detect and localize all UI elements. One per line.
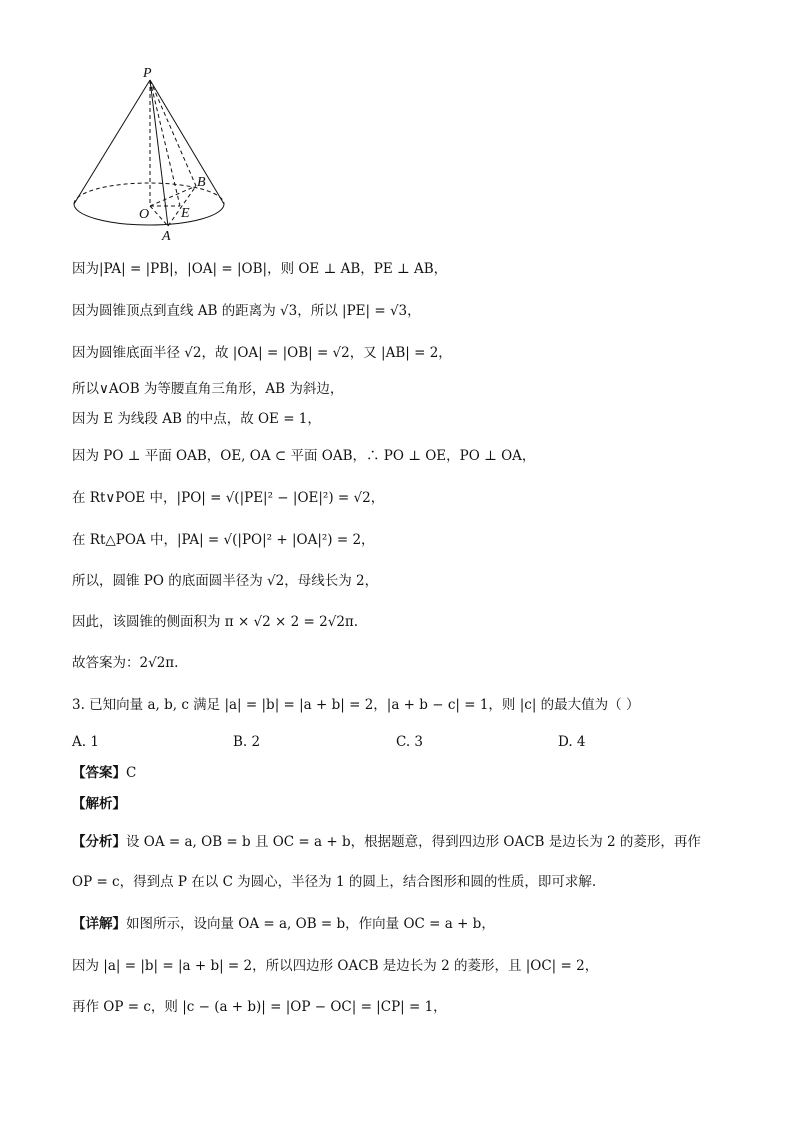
label-A: A — [162, 229, 171, 242]
answer-row — [72, 763, 136, 783]
segment-OA — [150, 206, 168, 226]
option-c: C. 3 — [396, 734, 424, 750]
text-line-8: 在 Rt△POA 中，|PA| = √(|PO|² + |OA|²) = 2， — [72, 532, 375, 548]
question-3: 3. 已知向量 a, b, c 满足 |a| = |b| = |a + b| = 2，|a + b − c| = 1，则 |c| 的最大值为（ ） — [72, 697, 640, 713]
option-b: B. 2 — [233, 734, 261, 750]
text-line-1: 因为|PA| = |PB|，|OA| = |OB|，则 OE ⊥ AB，PE ⊥ AB， — [72, 261, 448, 277]
text-line-10: 因此，该圆锥的侧面积为 π × √2 × 2 = 2√2π. — [72, 614, 359, 630]
label-O: O — [139, 207, 150, 222]
text-line-7: 在 Rt∨POE 中，|PO| = √(|PE|² − |OE|²) = √2， — [72, 490, 385, 506]
text-line-11: 故答案为：2√2π. — [72, 655, 179, 671]
xiangjie-line-3: 再作 OP = c，则 |c − (a + b)| = |OP − OC| = |CP| = 1， — [72, 999, 447, 1015]
answer-value: C — [126, 765, 137, 781]
cone-figure — [60, 62, 240, 242]
text-line-5: 因为 E 为线段 AB 的中点，故 OE = 1， — [72, 411, 321, 427]
xiangjie-label: 【详解】 — [72, 916, 126, 932]
analysis-heading: 【解析】 — [72, 796, 126, 812]
label-B: B — [197, 175, 206, 190]
text-line-6: 因为 PO ⊥ 平面 OAB，OE, OA ⊂ 平面 OAB，∴ PO ⊥ OE，PO ⊥ OA， — [72, 448, 536, 464]
option-a: A. 1 — [72, 734, 99, 750]
xiangjie-text-1: 如图所示，设向量 OA = a, OB = b，作向量 OC = a + b， — [126, 916, 495, 932]
label-P: P — [143, 66, 152, 81]
segment-PE — [150, 80, 180, 206]
fenxi-line-1 — [72, 832, 701, 852]
text-line-4: 所以∨AOB 为等腰直角三角形，AB 为斜边， — [72, 381, 344, 397]
answer-label: 【答案】 — [72, 765, 126, 781]
fenxi-line-2: OP = c，得到点 P 在以 C 为圆心，半径为 1 的圆上，结合图形和圆的性质，即可求解. — [72, 874, 597, 890]
xiangjie-line-1 — [72, 914, 495, 934]
text-line-2: 因为圆锥顶点到直线 AB 的距离为 √3，所以 |PE| = √3， — [72, 303, 421, 319]
text-line-9: 所以，圆锥 PO 的底面圆半径为 √2，母线长为 2， — [72, 573, 379, 589]
label-E: E — [181, 206, 190, 221]
option-d: D. 4 — [558, 734, 586, 750]
xiangjie-line-2: 因为 |a| = |b| = |a + b| = 2，所以四边形 OACB 是边长为 2 的菱形，且 |OC| = 2， — [72, 958, 599, 974]
fenxi-label: 【分析】 — [72, 834, 126, 850]
text-line-3: 因为圆锥底面半径 √2，故 |OA| = |OB| = √2，又 |AB| = 2， — [72, 345, 452, 361]
fenxi-text-1: 设 OA = a, OB = b 且 OC = a + b，根据题意，得到四边形 OACB 是边长为 2 的菱形，再作 — [126, 834, 701, 850]
